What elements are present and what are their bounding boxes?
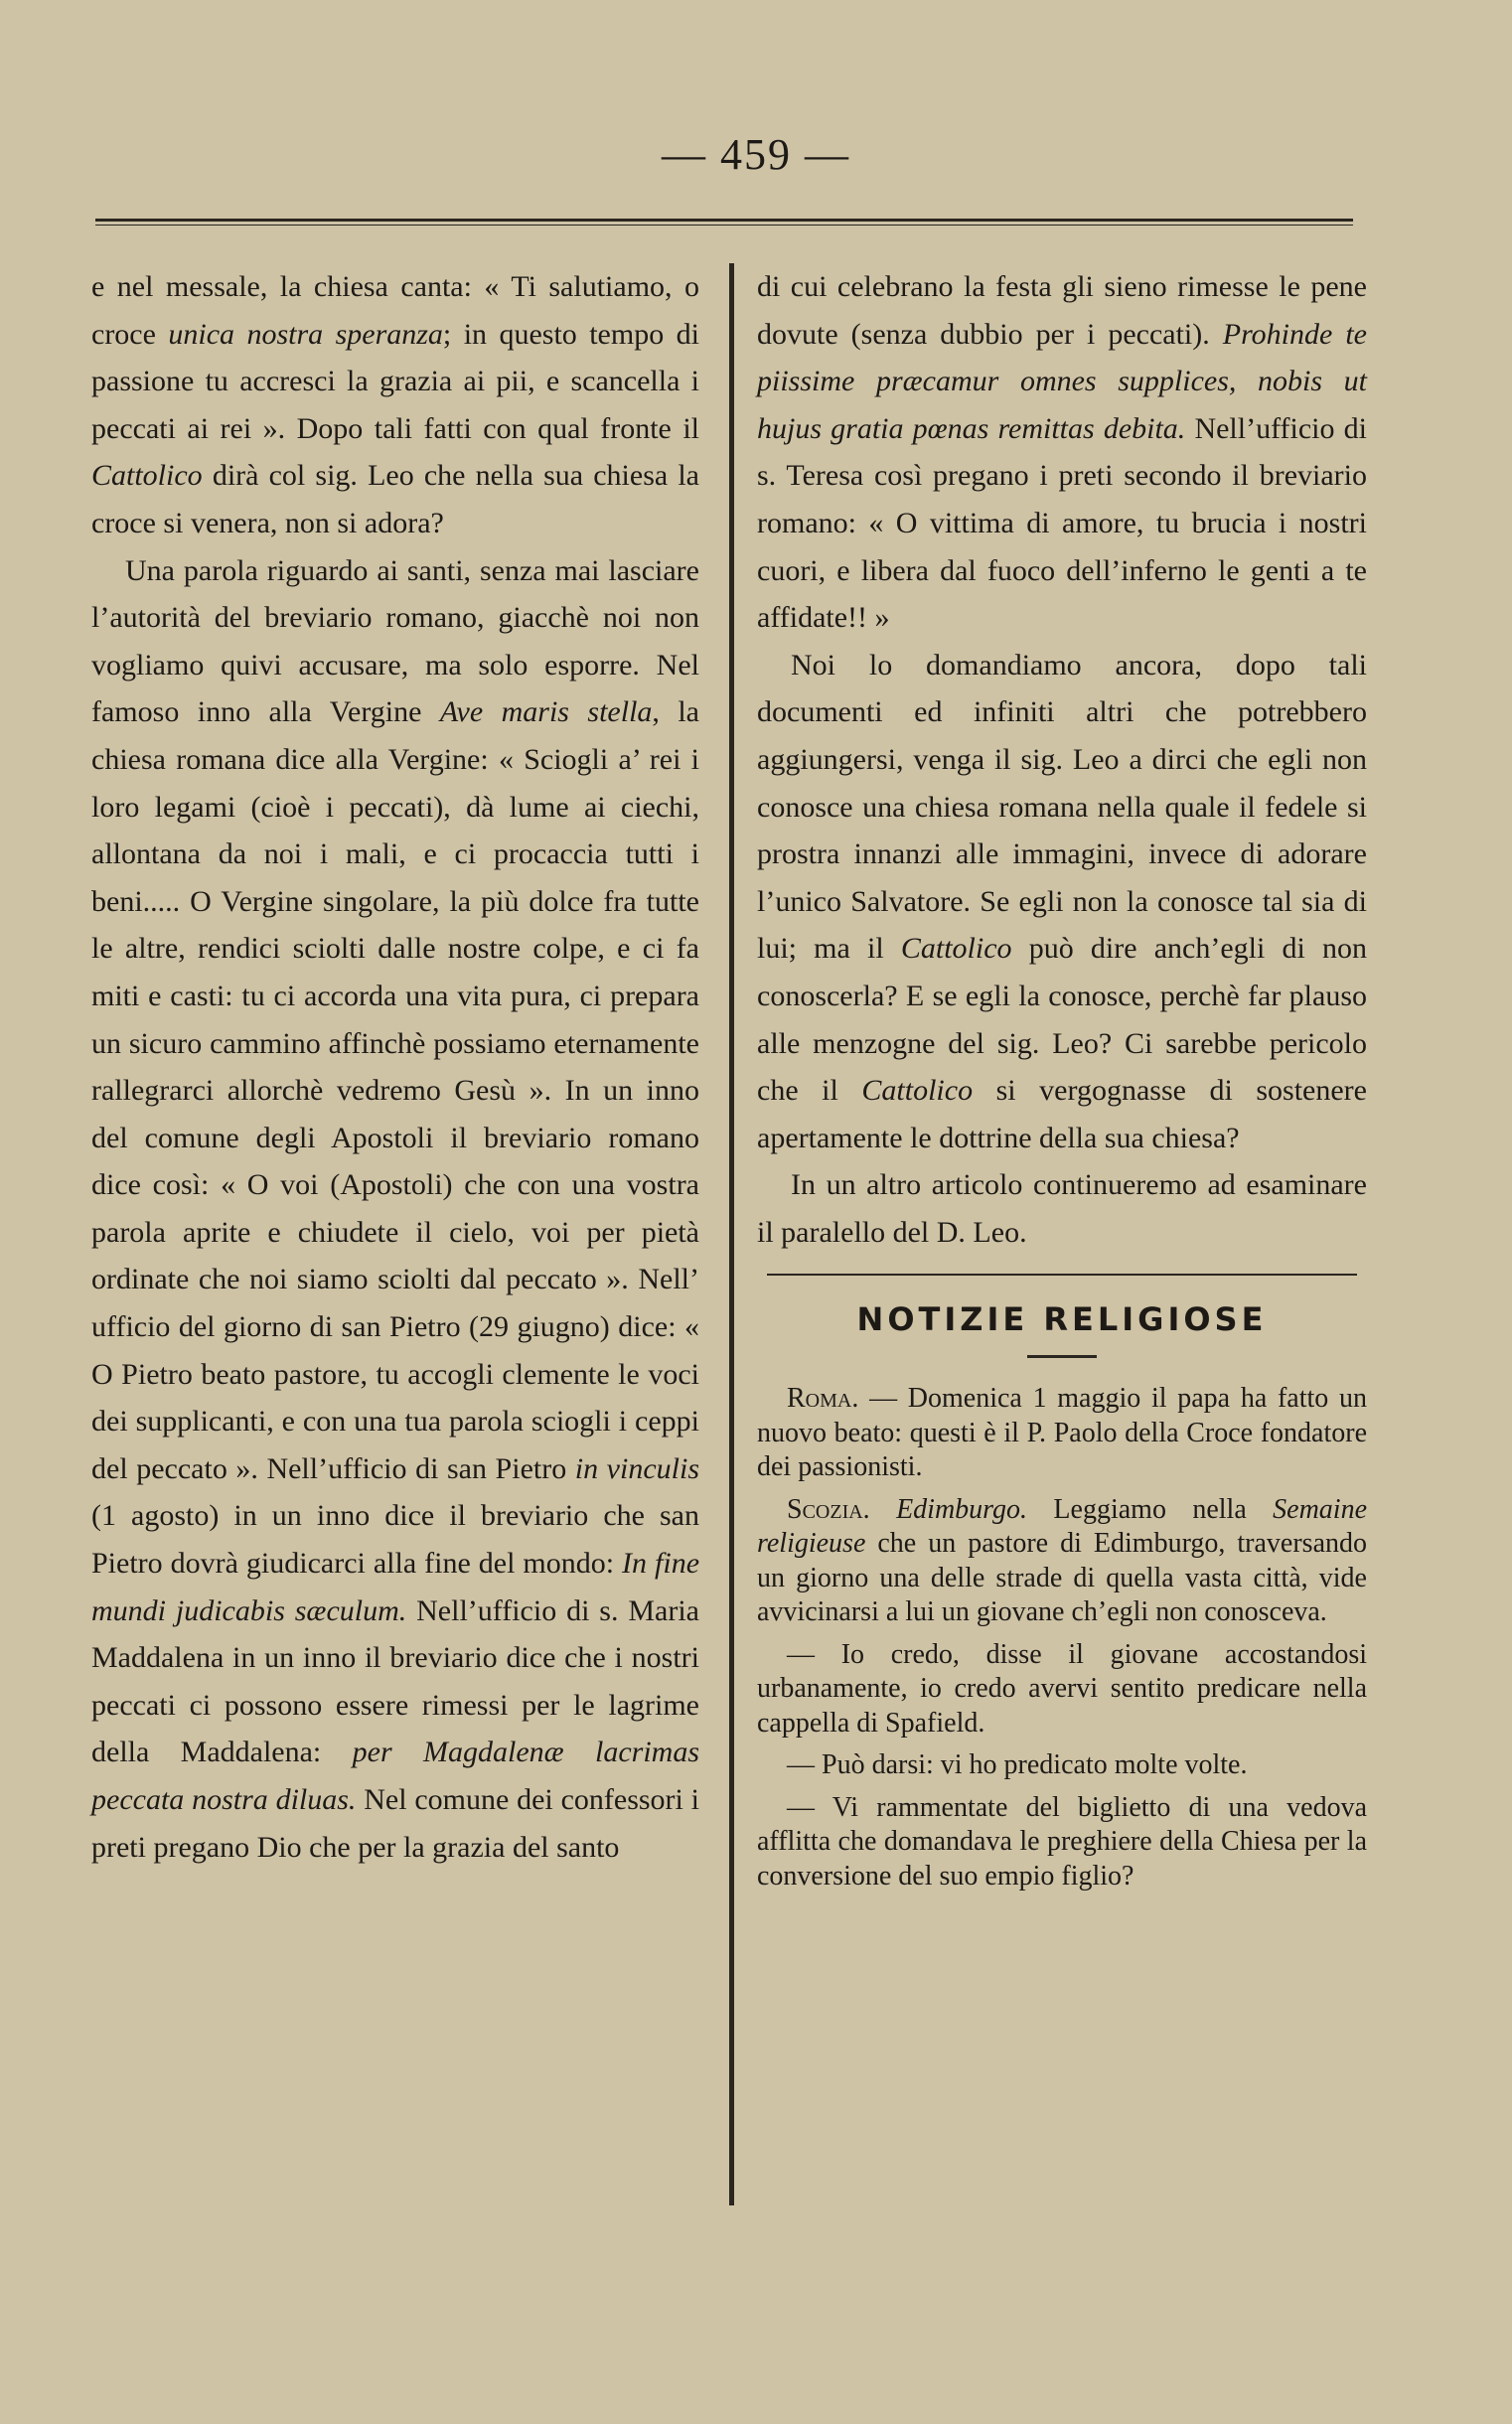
text-run: — Domenica 1 maggio il papa ha fatto un nuovo beato: questi è il P. Paolo della Croce fondatore dei passionisti.	[757, 1383, 1367, 1483]
text-run: si vergognasse di sostenere apertamente le dottrine della sua chiesa?	[757, 1074, 1367, 1154]
right-column	[757, 263, 1367, 1901]
paragraph	[91, 547, 699, 1872]
text-run: , la chiesa romana dice alla Vergine: « Sciogli a’ rei i loro legami (cioè i peccati), dà lume ai ciechi, allontana da noi i mali, e ci procaccia tutti i beni..... O Vergine singolare, la più dolce fra tutte le altre, rendici sciolti dalle nostre colpe, e ci fa miti e casti: tu ci accorda una vita pura, ci prepara un sicuro cammino affinchè possiamo eternamente rallegrarci allorchè vedremo Gesù ». In un inno del comune degli Apostoli il breviario romano dice così: « O voi (Apostoli) che con una vostra parola aprite e chiudete il cielo, voi per pietà ordinate che noi siamo sciolti dal peccato ». Nell’ ufficio del giorno di san Pietro (29 giugno) dice: « O Pietro beato pastore, tu accogli clemente le voci dei supplicanti, e con una tua parola sciogli i ceppi del peccato ». Nell’ufficio di san Pietro	[91, 695, 699, 1485]
text-run: — Vi rammentate del biglietto di una vedova afflitta che domandava le preghiere della Chiesa per la conversione del suo empio figlio?	[757, 1791, 1367, 1892]
section-title: NOTIZIE RELIGIOSE	[856, 1300, 1268, 1339]
section-rule	[767, 1274, 1357, 1276]
text-run: dirà col sig. Leo che nella sua chiesa la croce si venera, non si adora?	[91, 459, 699, 539]
text-run: — Può darsi: vi ho predicato molte volte.	[787, 1749, 1248, 1781]
paragraph	[757, 1382, 1367, 1485]
italic-text: Prohinde te piissime præcamur omnes supplices, nobis ut hujus gratia pœnas remittas debita.	[757, 317, 1367, 445]
right-column-text	[757, 263, 1367, 1256]
paragraph	[757, 1161, 1367, 1256]
text-run: Roma.	[787, 1383, 859, 1415]
italic-text: In fine mundi judicabis sæculum.	[91, 1547, 700, 1627]
text-run	[870, 1494, 896, 1525]
paragraph	[757, 1638, 1367, 1742]
text-run: Nell’ufficio di s. Teresa così pregano i preti secondo il breviario romano: « O vittima di amore, tu brucia i nostri cuori, e libera dal fuoco dell’inferno le genti a te affidate!! »	[757, 411, 1367, 635]
column-divider	[729, 263, 734, 2205]
section-title-rule	[1027, 1355, 1097, 1358]
text-run: Scozia.	[787, 1493, 870, 1525]
paragraph	[757, 1493, 1367, 1630]
italic-text: Semaine religieuse	[757, 1493, 1367, 1560]
text-run: Nell’ufficio di s. Maria Maddalena in un inno il breviario dice che i nostri peccati ci possono essere rimessi per le lagrime della Maddalena:	[91, 1593, 699, 1769]
paragraph	[757, 642, 1367, 1162]
text-run: In un altro articolo continueremo ad esaminare il paralello del D. Leo.	[757, 1168, 1367, 1249]
text-run: Leggiamo nella	[1027, 1493, 1274, 1525]
italic-text: Edimburgo.	[896, 1493, 1028, 1525]
paragraph	[91, 263, 699, 547]
news-items	[757, 1382, 1367, 1894]
left-column	[91, 263, 699, 1871]
page-number: — 459 —	[662, 130, 850, 179]
italic-text: Cattolico	[900, 932, 1012, 966]
paragraph	[757, 1791, 1367, 1894]
italic-text: in vinculis	[574, 1451, 699, 1485]
text-run: Noi lo domandiamo ancora, dopo tali documenti ed infiniti altri che potrebbero aggiungersi, venga il sig. Leo a dirci che egli non conosce una chiesa romana nella quale il fedele si prostra innanzi alle immagini, invece di adorare l’unico Salvatore. Se egli non la conosce tal sia di lui; ma il	[757, 648, 1367, 966]
text-run: e nel messale, la chiesa canta: « Ti salutiamo, o croce	[91, 270, 699, 351]
text-run: può dire anch’egli di non conoscerla? E se egli la conosce, perchè far plauso alle menzogne del sig. Leo? Ci sarebbe pericolo che il	[757, 932, 1367, 1108]
text-run: — Io credo, disse il giovane accostandosi urbanamente, io credo avervi sentito predicare nella cappella di Spafield.	[757, 1638, 1367, 1739]
text-run: Una parola riguardo ai santi, senza mai lasciare l’autorità del breviario romano, giacchè noi non vogliamo quivi accusare, ma solo esporre. Nel famoso inno alla Vergine	[91, 553, 699, 729]
paragraph	[757, 1748, 1367, 1783]
italic-text: per Magdalenæ lacrimas peccata nostra diluas.	[91, 1736, 699, 1816]
italic-text: Cattolico	[91, 459, 203, 493]
text-run: di cui celebrano la festa gli sieno rimesse le pene dovute (senza dubbio per i peccati).	[757, 270, 1367, 351]
italic-text: unica nostra speranza	[168, 317, 443, 351]
italic-text: Cattolico	[861, 1074, 974, 1108]
text-run: che un pastore di Edimburgo, traversando un giorno una delle strade di quella vasta città, vide avvicinarsi a lui un giovane ch’egli non conosceva.	[757, 1528, 1367, 1628]
text-run: Nel comune dei confessori i preti pregano Dio che per la grazia del santo	[91, 1783, 700, 1864]
italic-text: Ave maris stella	[439, 695, 653, 729]
paragraph	[757, 263, 1367, 642]
header-rule	[95, 219, 1353, 226]
text-run: (1 agosto) in un inno dice il breviario che san Pietro dovrà giudicarci alla fine del mondo:	[91, 1499, 699, 1581]
text-run: ; in questo tempo di passione tu accresci la grazia ai pii, e scancella i peccati ai rei ». Dopo tali fatti con qual fronte il	[91, 317, 699, 445]
